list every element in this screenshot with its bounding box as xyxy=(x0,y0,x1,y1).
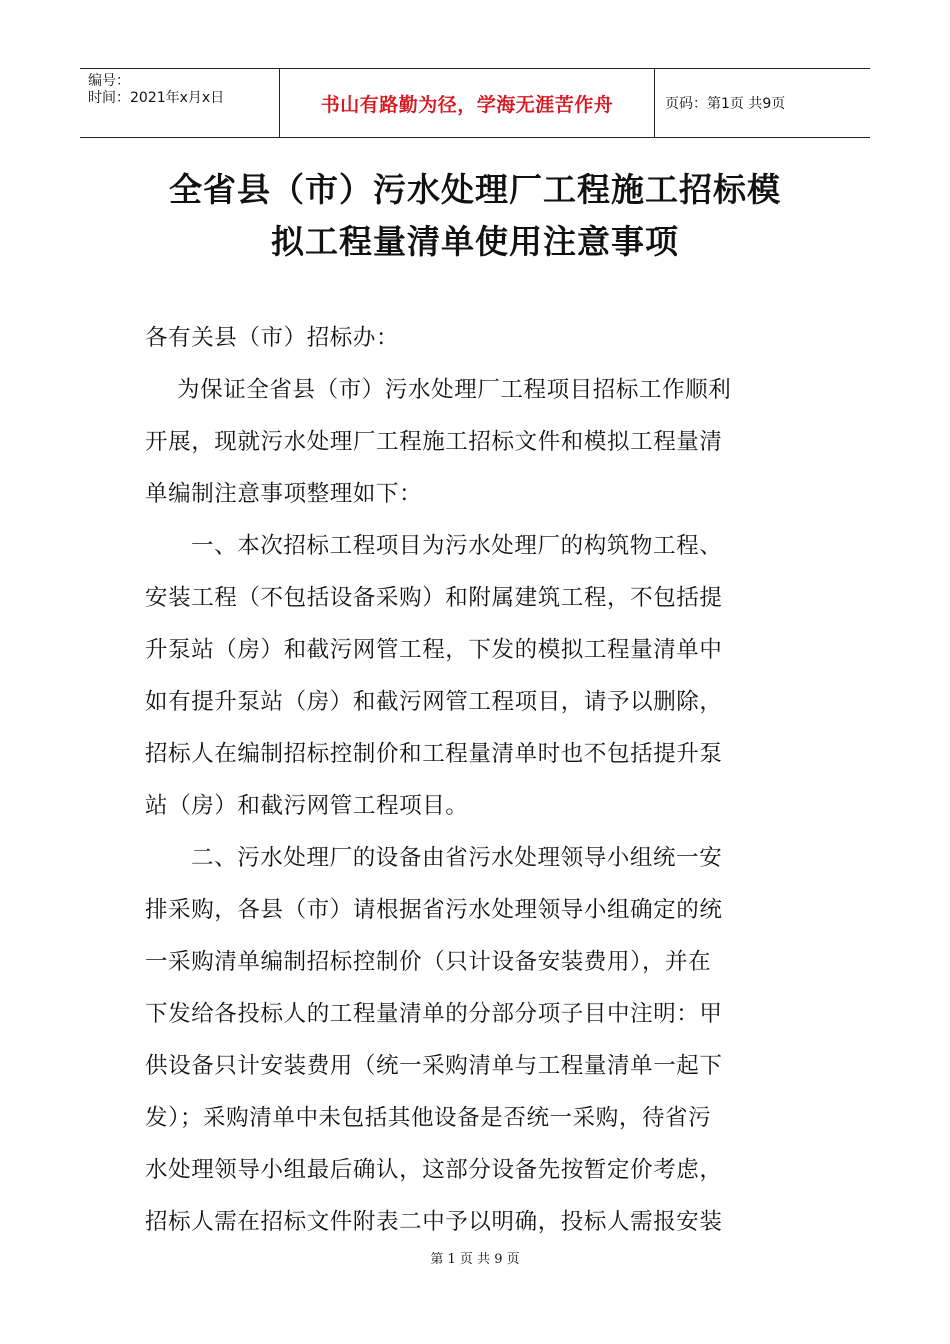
header-meta xyxy=(80,69,280,137)
body-line: 供设备只计安装费用（统一采购清单与工程量清单一起下 xyxy=(145,1053,723,1079)
time-label: 时间：2021年x月x日 xyxy=(88,90,225,106)
document-title-line-1: 全省县（市）污水处理厂工程施工招标模 xyxy=(169,170,781,209)
body-line: 开展，现就污水处理厂工程施工招标文件和模拟工程量清 xyxy=(145,429,723,455)
body-line: 一采购清单编制招标控制价（只计设备安装费用），并在 xyxy=(145,949,712,975)
body-line: 安装工程（不包括设备采购）和附属建筑工程，不包括提 xyxy=(145,585,723,611)
body-line: 一、本次招标工程项目为污水处理厂的构筑物工程、 xyxy=(191,533,723,559)
body-line: 为保证全省县（市）污水处理厂工程项目招标工作顺利 xyxy=(177,377,732,403)
body-line: 升泵站（房）和截污网管工程，下发的模拟工程量清单中 xyxy=(145,637,723,663)
salutation: 各有关县（市）招标办： xyxy=(145,325,400,351)
body-line: 站（房）和截污网管工程项目。 xyxy=(145,793,469,819)
body-line: 如有提升泵站（房）和截污网管工程项目，请予以删除， xyxy=(145,689,723,715)
page-footer: 第 1 页 共 9 页 xyxy=(430,1252,520,1267)
body-line: 下发给各投标人的工程量清单的分部分项子目中注明：甲 xyxy=(145,1001,723,1027)
body-line: 二、污水处理厂的设备由省污水处理领导小组统一安 xyxy=(191,845,723,871)
header-motto: 书山有路勤为径，学海无涯苦作舟 xyxy=(280,69,655,137)
body-line: 招标人在编制招标控制价和工程量清单时也不包括提升泵 xyxy=(145,741,723,767)
number-label: 编号： xyxy=(88,73,130,89)
header-page-label: 页码：第1页 共9页 xyxy=(665,96,786,112)
body-line: 招标人需在招标文件附表二中予以明确，投标人需报安装 xyxy=(145,1209,723,1235)
document-body xyxy=(145,312,810,1248)
body-line: 单编制注意事项整理如下： xyxy=(145,481,423,507)
body-line: 排采购，各县（市）请根据省污水处理领导小组确定的统 xyxy=(145,897,723,923)
page-header xyxy=(80,68,870,138)
document-title-line-2: 拟工程量清单使用注意事项 xyxy=(271,222,679,261)
body-line: 发）；采购清单中未包括其他设备是否统一采购，待省污 xyxy=(145,1105,712,1131)
body-line: 水处理领导小组最后确认，这部分设备先按暂定价考虑， xyxy=(145,1157,723,1183)
